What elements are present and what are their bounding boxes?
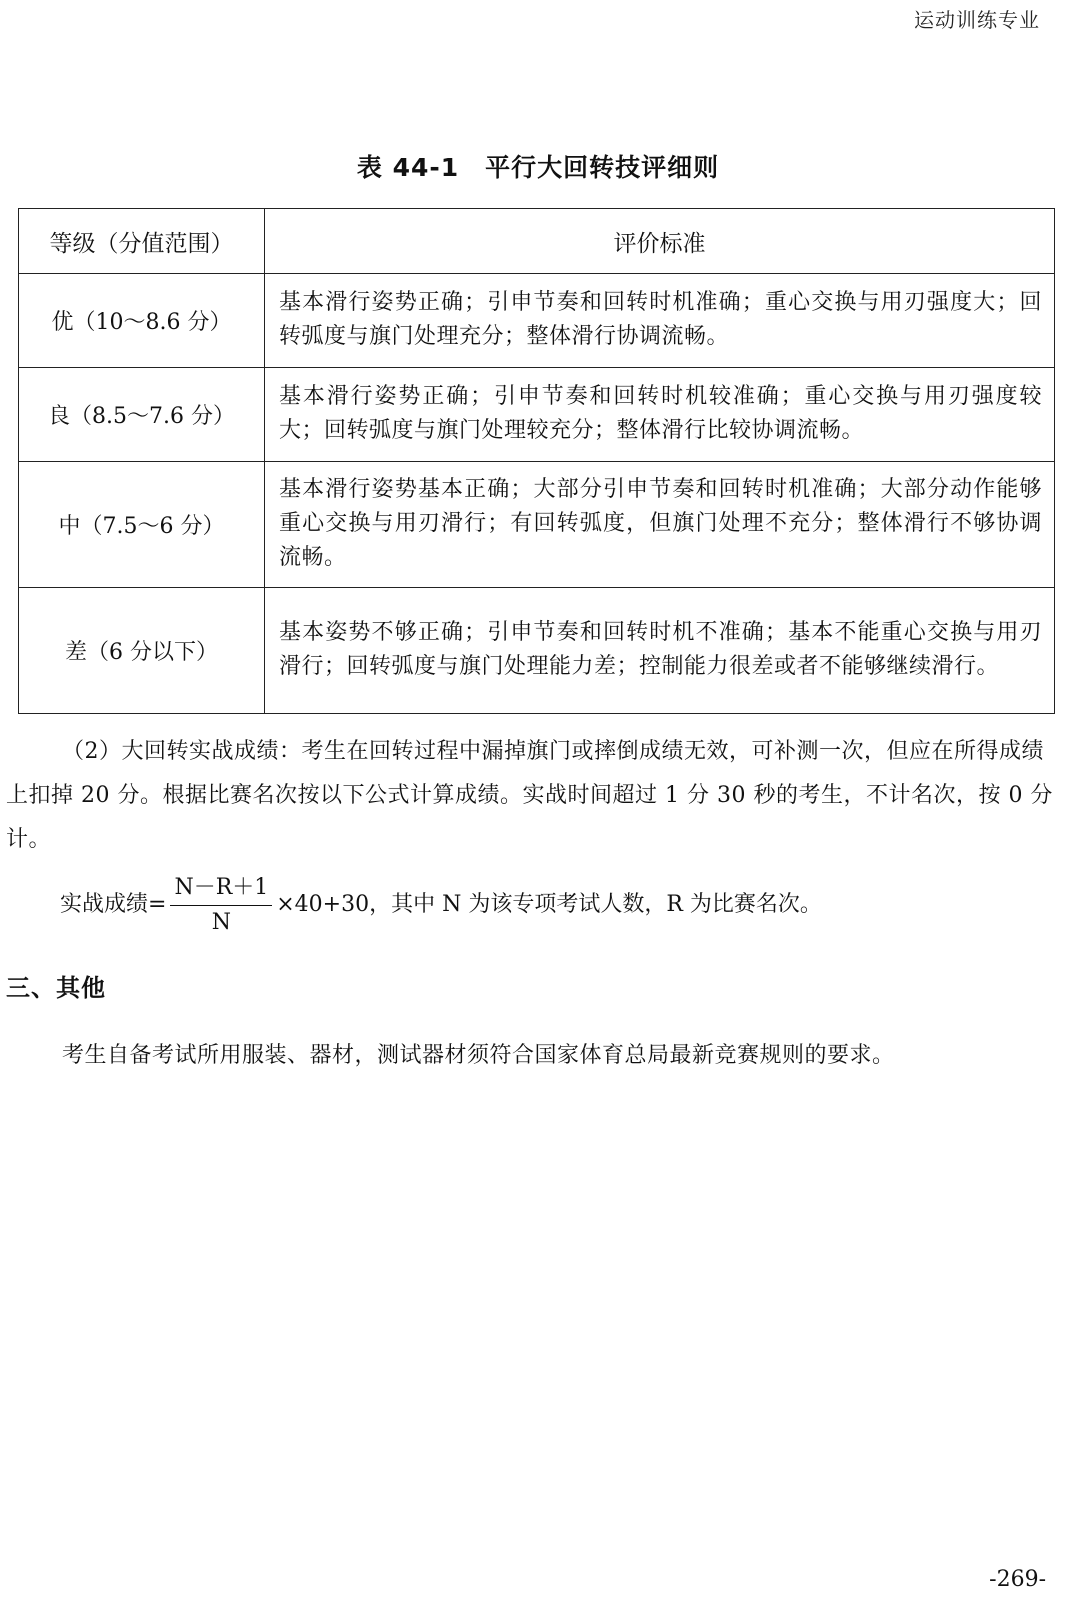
criteria-cell: 基本滑行姿势正确；引申节奏和回转时机准确；重心交换与用刃强度大；回转弧度与旗门处理充分；整体滑行协调流畅。 — [265, 274, 1055, 368]
formula-numerator: N－R＋1 — [170, 870, 272, 906]
level-cell: 中（7.5～6 分） — [19, 462, 265, 588]
criteria-cell: 基本滑行姿势正确；引申节奏和回转时机较准确；重心交换与用刃强度较大；回转弧度与旗门处理较充分；整体滑行比较协调流畅。 — [265, 368, 1055, 462]
table-row — [19, 462, 1055, 588]
table-row — [19, 274, 1055, 368]
formula-fraction — [170, 870, 272, 935]
level-cell: 差（6 分以下） — [19, 588, 265, 714]
header-level: 等级（分值范围） — [19, 209, 265, 274]
score-formula — [60, 870, 822, 935]
criteria-cell: 基本滑行姿势基本正确；大部分引申节奏和回转时机准确；大部分动作能够重心交换与用刃滑行；有回转弧度，但旗门处理不充分；整体滑行不够协调流畅。 — [265, 462, 1055, 588]
section-text: 考生自备考试所用服装、器材，测试器材须符合国家体育总局最新竞赛规则的要求。 — [62, 1043, 895, 1068]
running-header: 运动训练专业 — [914, 8, 1040, 32]
section-heading: 三、其他 — [6, 974, 106, 1002]
criteria-cell: 基本姿势不够正确；引申节奏和回转时机不准确；基本不能重心交换与用刃滑行；回转弧度与旗门处理能力差；控制能力很差或者不能够继续滑行。 — [265, 588, 1055, 714]
formula-denominator: N — [211, 910, 231, 935]
table-row — [19, 588, 1055, 714]
table-title: 表 44-1 平行大回转技评细则 — [356, 153, 720, 182]
scoring-paragraph: （2）大回转实战成绩：考生在回转过程中漏掉旗门或摔倒成绩无效，可补测一次，但应在所得成绩上扣掉 20 分。根据比赛名次按以下公式计算成绩。实战时间超过 1 分 30 秒的考生，不计名次，按 0 分计。 — [6, 739, 1053, 852]
formula-suffix: ×40+30，其中 N 为该专项考试人数，R 为比赛名次。 — [276, 892, 822, 917]
formula-label: 实战成绩= — [60, 892, 167, 917]
page-number: -269- — [989, 1567, 1046, 1592]
table-header-row — [19, 209, 1055, 274]
table-row — [19, 368, 1055, 462]
level-cell: 优（10～8.6 分） — [19, 274, 265, 368]
header-criteria: 评价标准 — [265, 209, 1055, 274]
grading-table — [18, 208, 1055, 714]
level-cell: 良（8.5～7.6 分） — [19, 368, 265, 462]
